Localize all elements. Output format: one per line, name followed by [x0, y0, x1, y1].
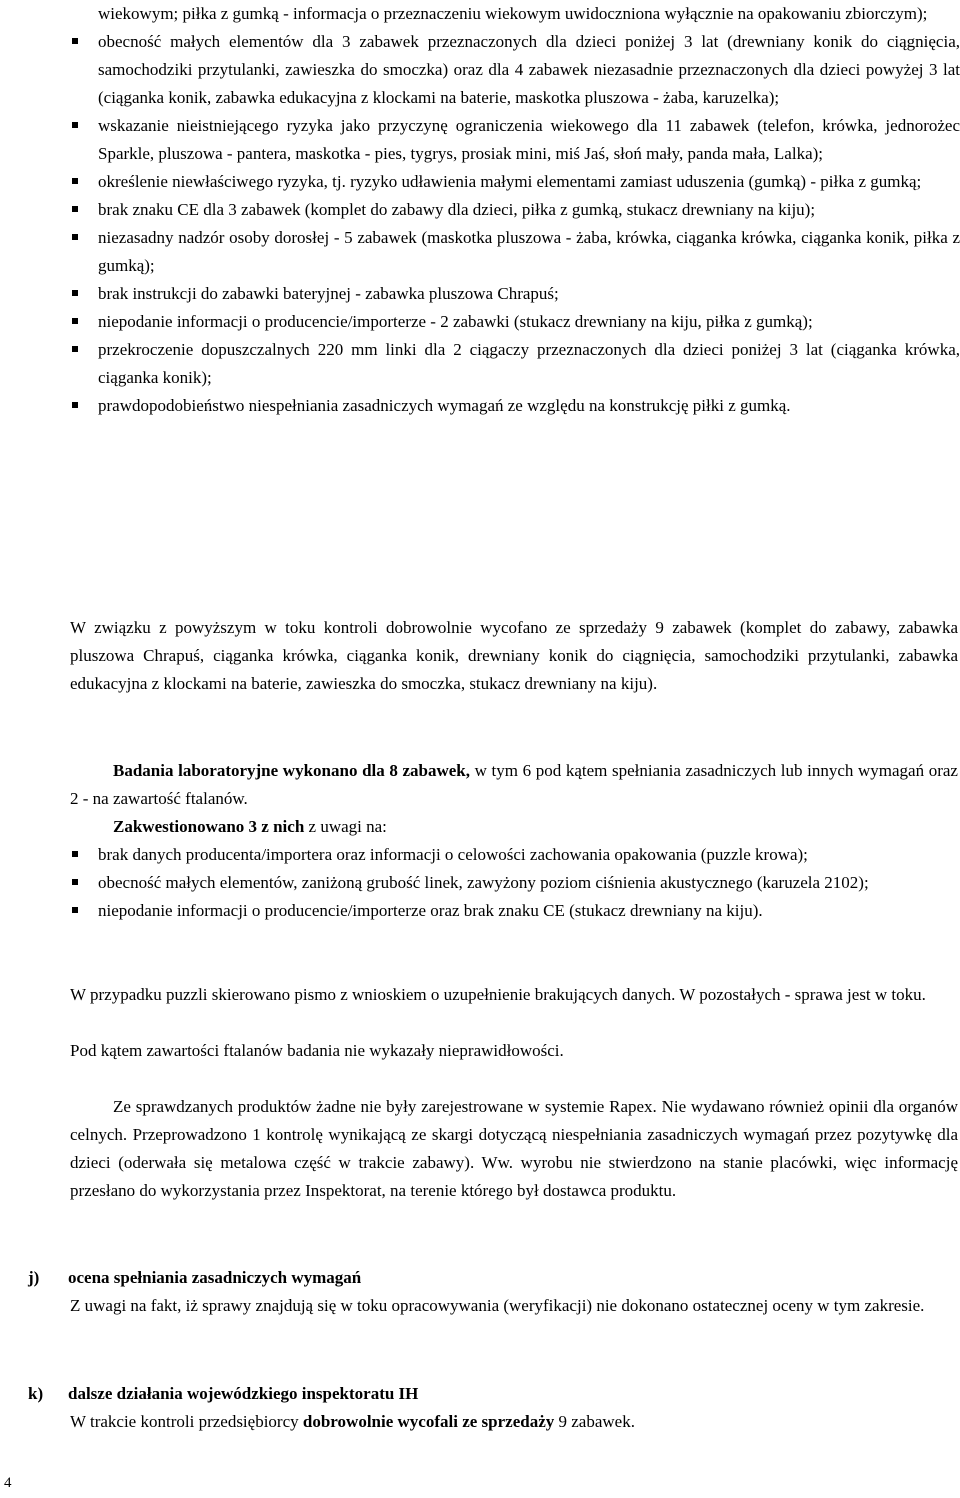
list-item: obecność małych elementów dla 3 zabawek przeznaczonych dla dzieci poniżej 3 lat (drewniany konik do ciągnięcia, samochodziki przytulanki, zawieszka do smoczka) oraz dla 4 zabawek niezasadnie przeznaczonych dla dzieci powyżej 3 lat (ciąganka konik, zabawka edukacyjna z klockami na baterie, maskotka pluszowa - żaba, karuzelka);	[70, 28, 960, 112]
section-k-body-prefix: W trakcie kontroli przedsiębiorcy	[70, 1412, 303, 1431]
page-number: 4	[4, 1475, 12, 1491]
lab-tests-lead: Badania laboratoryjne wykonano dla 8 zabawek,	[113, 761, 471, 780]
withdrawal-paragraph: W związku z powyższym w toku kontroli dobrowolnie wycofano ze sprzedaży 9 zabawek (komplet do zabawy, zabawka pluszowa Chrapuś, ciąganka krówka, ciąganka konik, drewniany konik do ciągnięcia, samochodziki przytulanki, zabawka edukacyjna z klockami na baterie, zawieszka do smoczka, stukacz drewniany na kiju).	[70, 618, 958, 693]
section-j-heading	[28, 1264, 928, 1292]
list-item: obecność małych elementów, zaniżoną grubość linek, zawyżony poziom ciśnienia akustycznego (karuzela 2102);	[70, 869, 960, 897]
list-item: brak instrukcji do zabawki bateryjnej - zabawka pluszowa Chrapuś;	[70, 280, 960, 308]
list-item: wiekowym; piłka z gumką - informacja o przeznaczeniu wiekowym uwidoczniona wyłącznie na opakowaniu zbiorczym);	[98, 4, 928, 23]
list-item: brak danych producenta/importera oraz informacji o celowości zachowania opakowania (puzzle krowa);	[70, 841, 960, 869]
lab-tests-paragraph	[70, 757, 958, 813]
list-item: niezasadny nadzór osoby dorosłej - 5 zabawek (maskotka pluszowa - żaba, krówka, ciąganka krówka, ciąganka konik, piłka z gumką);	[70, 224, 960, 280]
section-j-letter: j)	[28, 1268, 40, 1287]
section-j-body: Z uwagi na fakt, iż sprawy znajdują się w toku opracowywania (weryfikacji) nie dokonano ostatecznej oceny w tym zakresie.	[70, 1296, 925, 1315]
list-item: brak znaku CE dla 3 zabawek (komplet do zabawy dla dzieci, piłka z gumką, stukacz drewniany na kiju);	[70, 196, 960, 224]
section-k-body-suffix: 9 zabawek.	[554, 1412, 635, 1431]
questioned-lead: Zakwestionowano 3 z nich	[113, 817, 305, 836]
rapex-paragraph: Ze sprawdzanych produktów żadne nie były zarejestrowane w systemie Rapex. Nie wydawano również opinii dla organów celnych. Przeprowadzono 1 kontrolę wynikającą ze skargi dotyczącą niespełniania zasadniczych wymagań przez pozytywkę dla dzieci (oderwała się metalowa część w trakcie zabawy). Ww. wyrobu nie stwierdzono na stanie placówki, więc informację przesłano do wykorzystania przez Inspektorat, na terenie którego był dostawca produktu.	[70, 1097, 958, 1200]
section-k-body	[70, 1408, 958, 1436]
list-item: niepodanie informacji o producencie/importerze - 2 zabawki (stukacz drewniany na kiju, piłka z gumką);	[70, 308, 960, 336]
section-j-title: ocena spełniania zasadniczych wymagań	[68, 1268, 362, 1287]
list-item: wskazanie nieistniejącego ryzyka jako przyczynę ograniczenia wiekowego dla 11 zabawek (telefon, krówka, jednorożec Sparkle, pluszowa - pantera, maskotka - pies, tygrys, prosiak mini, miś Jaś, słoń mały, panda mała, Lalka);	[70, 112, 960, 168]
list-item: prawdopodobieństwo niespełniania zasadniczych wymagań ze względu na konstrukcję piłki z gumką.	[70, 392, 960, 420]
section-k-heading	[28, 1380, 928, 1408]
list-item: niepodanie informacji o producencie/importerze oraz brak znaku CE (stukacz drewniany na kiju).	[70, 897, 960, 925]
section-k-letter: k)	[28, 1384, 44, 1403]
defects-list	[70, 0, 960, 420]
lab-tests-rest: w tym 6 pod kątem spełniania zasadniczych lub innych wymagań oraz 2 - na zawartość ftalanów.	[70, 761, 958, 808]
puzzle-paragraph: W przypadku puzzli skierowano pismo z wnioskiem o uzupełnienie brakujących danych. W pozostałych - sprawa jest w toku.	[70, 985, 926, 1004]
questioned-rest: z uwagi na:	[304, 817, 387, 836]
questioned-paragraph	[70, 813, 958, 841]
section-k-title: dalsze działania wojewódzkiego inspektoratu IH	[68, 1384, 419, 1403]
section-k-body-bold: dobrowolnie wycofali ze sprzedaży	[302, 1412, 555, 1431]
phthalate-paragraph: Pod kątem zawartości ftalanów badania nie wykazały nieprawidłowości.	[70, 1041, 564, 1060]
list-item: przekroczenie dopuszczalnych 220 mm linki dla 2 ciągaczy przeznaczonych dla dzieci poniżej 3 lat (ciąganka krówka, ciąganka konik);	[70, 336, 960, 392]
questioned-list	[70, 841, 960, 925]
list-item: określenie niewłaściwego ryzyka, tj. ryzyko udławienia małymi elementami zamiast uduszenia (gumką) - piłka z gumką;	[70, 168, 960, 196]
